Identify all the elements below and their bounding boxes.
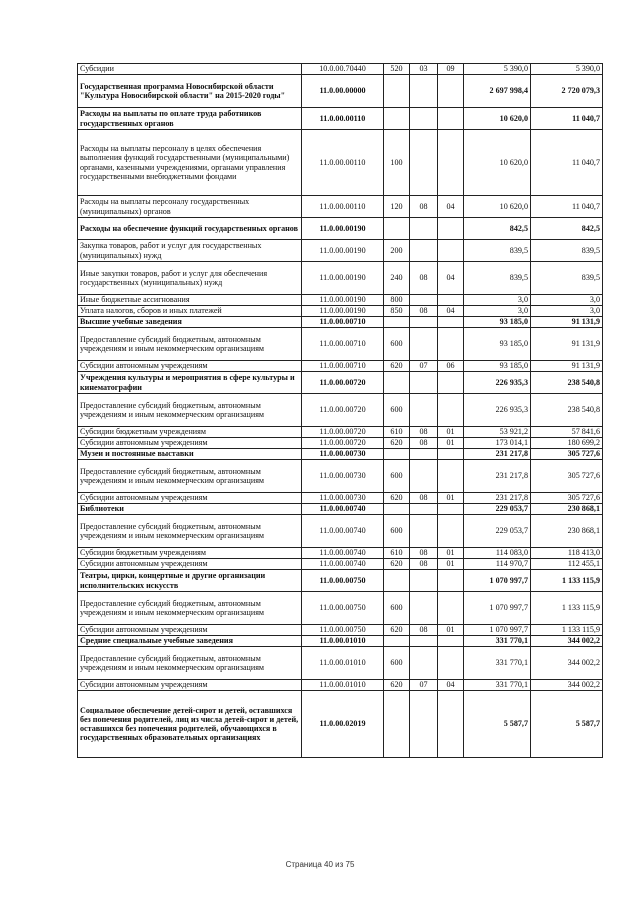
row-subsection xyxy=(438,636,464,647)
row-expense-type xyxy=(384,636,410,647)
row-section xyxy=(410,317,438,328)
row-subsection: 04 xyxy=(438,196,464,218)
table-row xyxy=(78,438,603,449)
row-code: 11.0.00.00190 xyxy=(302,240,384,262)
row-subsection xyxy=(438,295,464,306)
row-amount-year2: 230 868,1 xyxy=(531,504,603,515)
table-row xyxy=(78,570,603,592)
row-amount-year1: 839,5 xyxy=(464,240,531,262)
row-section xyxy=(410,75,438,108)
row-subsection xyxy=(438,372,464,394)
row-section: 08 xyxy=(410,262,438,295)
row-amount-year1: 226 935,3 xyxy=(464,372,531,394)
row-code: 11.0.00.00720 xyxy=(302,427,384,438)
row-subsection xyxy=(438,218,464,240)
row-name: Закупка товаров, работ и услуг для государственных (муниципальных) нужд xyxy=(78,240,302,262)
row-amount-year2: 839,5 xyxy=(531,240,603,262)
row-code: 11.0.00.00740 xyxy=(302,559,384,570)
row-name: Музеи и постоянные выставки xyxy=(78,449,302,460)
row-code: 11.0.00.00710 xyxy=(302,317,384,328)
row-section: 08 xyxy=(410,493,438,504)
row-expense-type: 600 xyxy=(384,394,410,427)
row-name: Высшие учебные заведения xyxy=(78,317,302,328)
row-name: Предоставление субсидий бюджетным, автономным учреждениям и иным некоммерческим организациям xyxy=(78,515,302,548)
row-amount-year2: 3,0 xyxy=(531,295,603,306)
row-amount-year2: 91 131,9 xyxy=(531,317,603,328)
row-amount-year2: 5 390,0 xyxy=(531,64,603,75)
table-row xyxy=(78,306,603,317)
row-subsection xyxy=(438,317,464,328)
row-expense-type: 120 xyxy=(384,196,410,218)
row-expense-type xyxy=(384,504,410,515)
row-subsection xyxy=(438,460,464,493)
row-amount-year1: 842,5 xyxy=(464,218,531,240)
row-amount-year1: 5 587,7 xyxy=(464,691,531,758)
row-amount-year2: 5 587,7 xyxy=(531,691,603,758)
row-amount-year1: 1 070 997,7 xyxy=(464,625,531,636)
row-amount-year1: 53 921,2 xyxy=(464,427,531,438)
row-name: Субсидии автономным учреждениям xyxy=(78,438,302,449)
row-amount-year2: 344 002,2 xyxy=(531,680,603,691)
row-subsection xyxy=(438,75,464,108)
row-subsection: 01 xyxy=(438,438,464,449)
row-section xyxy=(410,218,438,240)
row-section: 08 xyxy=(410,427,438,438)
table-row xyxy=(78,262,603,295)
row-expense-type xyxy=(384,317,410,328)
row-amount-year2: 57 841,6 xyxy=(531,427,603,438)
row-code: 11.0.00.00720 xyxy=(302,438,384,449)
row-subsection: 01 xyxy=(438,493,464,504)
row-name: Субсидии автономным учреждениям xyxy=(78,559,302,570)
row-code: 11.0.00.00720 xyxy=(302,394,384,427)
row-name: Библиотеки xyxy=(78,504,302,515)
table-row xyxy=(78,218,603,240)
row-name: Предоставление субсидий бюджетным, автономным учреждениям и иным некоммерческим организациям xyxy=(78,460,302,493)
row-amount-year1: 331 770,1 xyxy=(464,636,531,647)
row-amount-year2: 305 727,6 xyxy=(531,493,603,504)
row-code: 11.0.00.00720 xyxy=(302,372,384,394)
row-subsection xyxy=(438,130,464,196)
row-expense-type: 620 xyxy=(384,680,410,691)
table-row xyxy=(78,317,603,328)
table-row xyxy=(78,75,603,108)
row-expense-type xyxy=(384,218,410,240)
row-subsection xyxy=(438,240,464,262)
table-row xyxy=(78,691,603,758)
row-amount-year1: 93 185,0 xyxy=(464,328,531,361)
row-expense-type: 600 xyxy=(384,592,410,625)
row-section xyxy=(410,691,438,758)
row-code: 11.0.00.00190 xyxy=(302,218,384,240)
row-amount-year1: 114 970,7 xyxy=(464,559,531,570)
row-subsection: 04 xyxy=(438,306,464,317)
row-subsection: 04 xyxy=(438,680,464,691)
row-name: Государственная программа Новосибирской области "Культура Новосибирской области" на 2015-2020 годы" xyxy=(78,75,302,108)
row-expense-type: 620 xyxy=(384,438,410,449)
row-subsection xyxy=(438,394,464,427)
row-expense-type: 100 xyxy=(384,130,410,196)
row-amount-year2: 344 002,2 xyxy=(531,647,603,680)
row-amount-year1: 10 620,0 xyxy=(464,108,531,130)
row-amount-year1: 226 935,3 xyxy=(464,394,531,427)
row-amount-year2: 344 002,2 xyxy=(531,636,603,647)
table-row xyxy=(78,361,603,372)
row-expense-type: 200 xyxy=(384,240,410,262)
table-row xyxy=(78,559,603,570)
row-code: 11.0.00.00710 xyxy=(302,328,384,361)
row-expense-type: 800 xyxy=(384,295,410,306)
row-amount-year2: 230 868,1 xyxy=(531,515,603,548)
table-row xyxy=(78,108,603,130)
row-subsection xyxy=(438,504,464,515)
row-expense-type: 600 xyxy=(384,328,410,361)
row-subsection xyxy=(438,449,464,460)
table-row xyxy=(78,636,603,647)
row-section: 08 xyxy=(410,625,438,636)
row-section: 03 xyxy=(410,64,438,75)
row-amount-year2: 11 040,7 xyxy=(531,196,603,218)
row-name: Иные закупки товаров, работ и услуг для обеспечения государственных (муниципальных) нужд xyxy=(78,262,302,295)
row-amount-year1: 93 185,0 xyxy=(464,317,531,328)
row-subsection xyxy=(438,691,464,758)
row-expense-type: 850 xyxy=(384,306,410,317)
row-section xyxy=(410,240,438,262)
row-expense-type xyxy=(384,691,410,758)
row-section: 07 xyxy=(410,361,438,372)
row-code: 11.0.00.00190 xyxy=(302,306,384,317)
row-code: 11.0.00.00740 xyxy=(302,515,384,548)
row-section: 08 xyxy=(410,548,438,559)
row-name: Средние специальные учебные заведения xyxy=(78,636,302,647)
row-code: 11.0.00.01010 xyxy=(302,647,384,680)
row-code: 11.0.00.00750 xyxy=(302,625,384,636)
row-amount-year1: 331 770,1 xyxy=(464,647,531,680)
row-code: 11.0.00.02019 xyxy=(302,691,384,758)
row-amount-year2: 1 133 115,9 xyxy=(531,570,603,592)
row-expense-type: 520 xyxy=(384,64,410,75)
budget-table xyxy=(77,63,603,758)
row-code: 11.0.00.00750 xyxy=(302,592,384,625)
row-name: Уплата налогов, сборов и иных платежей xyxy=(78,306,302,317)
row-code: 11.0.00.00740 xyxy=(302,504,384,515)
row-section xyxy=(410,108,438,130)
row-amount-year1: 114 083,0 xyxy=(464,548,531,559)
row-amount-year2: 91 131,9 xyxy=(531,328,603,361)
row-expense-type: 620 xyxy=(384,361,410,372)
row-code: 11.0.00.00000 xyxy=(302,75,384,108)
row-amount-year1: 231 217,8 xyxy=(464,493,531,504)
row-amount-year2: 3,0 xyxy=(531,306,603,317)
row-amount-year1: 1 070 997,7 xyxy=(464,570,531,592)
row-amount-year2: 112 455,1 xyxy=(531,559,603,570)
table-row xyxy=(78,449,603,460)
row-section xyxy=(410,570,438,592)
row-code: 11.0.00.01010 xyxy=(302,636,384,647)
row-code: 11.0.00.00110 xyxy=(302,130,384,196)
row-code: 11.0.00.00730 xyxy=(302,460,384,493)
row-section xyxy=(410,504,438,515)
row-subsection: 01 xyxy=(438,427,464,438)
row-name: Театры, цирки, концертные и другие организации исполнительских искусств xyxy=(78,570,302,592)
table-row xyxy=(78,130,603,196)
row-name: Субсидии бюджетным учреждениям xyxy=(78,427,302,438)
table-body xyxy=(78,64,603,758)
row-name: Расходы на выплаты по оплате труда работников государственных органов xyxy=(78,108,302,130)
row-expense-type: 610 xyxy=(384,548,410,559)
row-code: 11.0.00.00190 xyxy=(302,262,384,295)
row-expense-type: 620 xyxy=(384,559,410,570)
row-expense-type: 600 xyxy=(384,460,410,493)
row-expense-type: 600 xyxy=(384,515,410,548)
row-subsection xyxy=(438,515,464,548)
row-name: Предоставление субсидий бюджетным, автономным учреждениям и иным некоммерческим организациям xyxy=(78,647,302,680)
row-section xyxy=(410,636,438,647)
row-code: 11.0.00.00190 xyxy=(302,295,384,306)
row-section xyxy=(410,515,438,548)
row-name: Субсидии автономным учреждениям xyxy=(78,361,302,372)
row-subsection: 06 xyxy=(438,361,464,372)
row-code: 10.0.00.70440 xyxy=(302,64,384,75)
table-row xyxy=(78,328,603,361)
row-amount-year1: 229 053,7 xyxy=(464,515,531,548)
table-row xyxy=(78,625,603,636)
row-amount-year2: 238 540,8 xyxy=(531,394,603,427)
row-code: 11.0.00.01010 xyxy=(302,680,384,691)
row-name: Предоставление субсидий бюджетным, автономным учреждениям и иным некоммерческим организациям xyxy=(78,328,302,361)
row-amount-year2: 180 699,2 xyxy=(531,438,603,449)
row-amount-year2: 305 727,6 xyxy=(531,460,603,493)
table-row xyxy=(78,680,603,691)
row-name: Субсидии автономным учреждениям xyxy=(78,493,302,504)
row-amount-year1: 229 053,7 xyxy=(464,504,531,515)
row-section xyxy=(410,592,438,625)
row-subsection: 01 xyxy=(438,559,464,570)
table-row xyxy=(78,515,603,548)
row-section: 08 xyxy=(410,196,438,218)
row-name: Субсидии автономным учреждениям xyxy=(78,680,302,691)
row-name: Расходы на обеспечение функций государственных органов xyxy=(78,218,302,240)
row-name: Субсидии бюджетным учреждениям xyxy=(78,548,302,559)
row-code: 11.0.00.00110 xyxy=(302,196,384,218)
row-name: Субсидии автономным учреждениям xyxy=(78,625,302,636)
page-number: Страница 40 из 75 xyxy=(285,860,355,869)
row-name: Учреждения культуры и мероприятия в сфере культуры и кинематографии xyxy=(78,372,302,394)
row-subsection xyxy=(438,108,464,130)
row-name: Расходы на выплаты персоналу в целях обеспечения выполнения функций государственными (муниципальными) органами, казенными учреждениями, органами управления государственными внебюджетными фондами xyxy=(78,130,302,196)
row-subsection: 09 xyxy=(438,64,464,75)
row-section xyxy=(410,130,438,196)
row-code: 11.0.00.00710 xyxy=(302,361,384,372)
row-code: 11.0.00.00110 xyxy=(302,108,384,130)
row-amount-year2: 11 040,7 xyxy=(531,108,603,130)
row-section: 08 xyxy=(410,559,438,570)
row-subsection xyxy=(438,570,464,592)
row-amount-year2: 839,5 xyxy=(531,262,603,295)
table-row xyxy=(78,592,603,625)
row-name: Предоставление субсидий бюджетным, автономным учреждениям и иным некоммерческим организациям xyxy=(78,394,302,427)
row-section xyxy=(410,394,438,427)
row-subsection: 01 xyxy=(438,625,464,636)
row-amount-year2: 91 131,9 xyxy=(531,361,603,372)
row-section xyxy=(410,328,438,361)
row-code: 11.0.00.00730 xyxy=(302,493,384,504)
table-row xyxy=(78,493,603,504)
table-row xyxy=(78,460,603,493)
table-row xyxy=(78,504,603,515)
row-section: 08 xyxy=(410,438,438,449)
row-expense-type: 600 xyxy=(384,647,410,680)
row-section xyxy=(410,647,438,680)
row-section: 08 xyxy=(410,306,438,317)
row-amount-year1: 173 014,1 xyxy=(464,438,531,449)
row-amount-year1: 3,0 xyxy=(464,306,531,317)
row-expense-type xyxy=(384,570,410,592)
row-amount-year2: 1 133 115,9 xyxy=(531,625,603,636)
row-section xyxy=(410,449,438,460)
row-expense-type xyxy=(384,75,410,108)
row-code: 11.0.00.00740 xyxy=(302,548,384,559)
table-row xyxy=(78,240,603,262)
row-name: Субсидии xyxy=(78,64,302,75)
row-amount-year2: 11 040,7 xyxy=(531,130,603,196)
row-amount-year1: 331 770,1 xyxy=(464,680,531,691)
row-expense-type xyxy=(384,108,410,130)
table-row xyxy=(78,427,603,438)
row-amount-year1: 231 217,8 xyxy=(464,449,531,460)
row-amount-year1: 10 620,0 xyxy=(464,130,531,196)
row-subsection: 04 xyxy=(438,262,464,295)
row-expense-type: 620 xyxy=(384,493,410,504)
row-expense-type xyxy=(384,372,410,394)
row-subsection xyxy=(438,592,464,625)
row-amount-year2: 842,5 xyxy=(531,218,603,240)
table-row xyxy=(78,394,603,427)
row-amount-year2: 305 727,6 xyxy=(531,449,603,460)
row-amount-year2: 2 720 079,3 xyxy=(531,75,603,108)
table-row xyxy=(78,196,603,218)
row-expense-type xyxy=(384,449,410,460)
row-code: 11.0.00.00730 xyxy=(302,449,384,460)
row-name: Иные бюджетные ассигнования xyxy=(78,295,302,306)
table-row xyxy=(78,548,603,559)
row-expense-type: 610 xyxy=(384,427,410,438)
table-row xyxy=(78,647,603,680)
row-name: Расходы на выплаты персоналу государственных (муниципальных) органов xyxy=(78,196,302,218)
row-name: Предоставление субсидий бюджетным, автономным учреждениям и иным некоммерческим организациям xyxy=(78,592,302,625)
row-amount-year1: 231 217,8 xyxy=(464,460,531,493)
row-section xyxy=(410,460,438,493)
table-row xyxy=(78,64,603,75)
table-row xyxy=(78,372,603,394)
row-section: 07 xyxy=(410,680,438,691)
row-section xyxy=(410,295,438,306)
row-amount-year1: 2 697 998,4 xyxy=(464,75,531,108)
row-amount-year1: 3,0 xyxy=(464,295,531,306)
row-subsection xyxy=(438,328,464,361)
row-name: Социальное обеспечение детей-сирот и детей, оставшихся без попечения родителей, лиц из числа детей-сирот и детей, оставшихся без попечения родителей, обучающихся в государственных образовательных организациях xyxy=(78,691,302,758)
row-amount-year2: 238 540,8 xyxy=(531,372,603,394)
row-expense-type: 240 xyxy=(384,262,410,295)
row-amount-year1: 1 070 997,7 xyxy=(464,592,531,625)
table-row xyxy=(78,295,603,306)
row-subsection: 01 xyxy=(438,548,464,559)
row-expense-type: 620 xyxy=(384,625,410,636)
row-amount-year1: 839,5 xyxy=(464,262,531,295)
row-section xyxy=(410,372,438,394)
row-amount-year1: 5 390,0 xyxy=(464,64,531,75)
row-amount-year1: 10 620,0 xyxy=(464,196,531,218)
row-amount-year1: 93 185,0 xyxy=(464,361,531,372)
row-amount-year2: 1 133 115,9 xyxy=(531,592,603,625)
row-code: 11.0.00.00750 xyxy=(302,570,384,592)
row-subsection xyxy=(438,647,464,680)
row-amount-year2: 118 413,0 xyxy=(531,548,603,559)
